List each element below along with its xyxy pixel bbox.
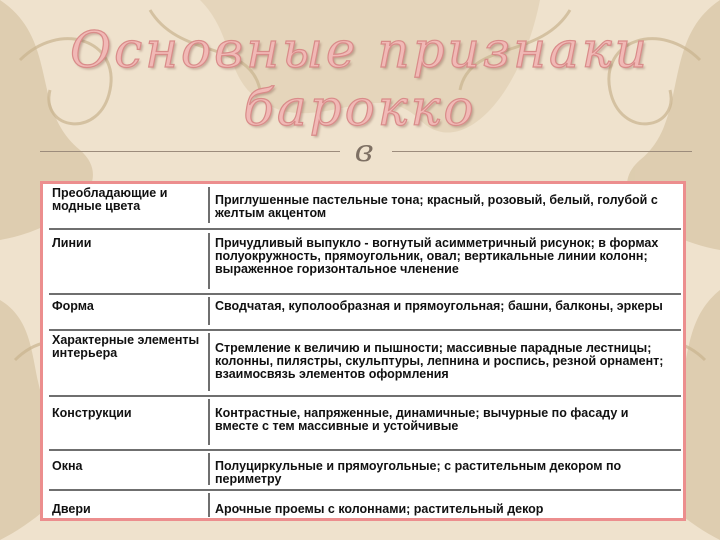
- ornament-glyph: ɞ: [354, 134, 374, 169]
- table-rule: [49, 228, 681, 230]
- divider-right: [392, 151, 692, 152]
- column-separator: [208, 333, 210, 391]
- row-text-form: Сводчатая, куполообразная и прямоугольная; башни, балконы, эркеры: [215, 299, 663, 313]
- row-label-doors: Двери: [52, 502, 91, 516]
- column-separator: [208, 399, 210, 445]
- column-separator: [208, 493, 210, 517]
- row-label-windows: Окна: [52, 459, 83, 473]
- row-text-windows: Полуциркульные и прямоугольные; с растительным декором по периметру: [215, 459, 622, 486]
- row-text-lines: Причудливый выпукло - вогнутый асимметричный рисунок; в формах полуокружность, прямоугольник, овал; вертикальные линии колонн; выраженное горизонтальное членение: [215, 236, 659, 276]
- column-separator: [208, 187, 210, 223]
- row-label-colors: Преобладающие и модные цвета: [52, 186, 168, 213]
- table-rule: [49, 329, 681, 331]
- column-separator: [208, 297, 210, 325]
- features-table: [40, 181, 686, 521]
- row-label-constructions: Конструкции: [52, 406, 132, 420]
- row-text-doors: Арочные проемы с колоннами; растительный декор: [215, 502, 544, 516]
- row-text-interior: Стремление к величию и пышности; массивные парадные лестницы; колонны, пилястры, скульптуры, лепнина и роспись, резной орнамент; взаимосвязь элементов оформления: [215, 341, 664, 381]
- table-rule: [49, 449, 681, 451]
- column-separator: [208, 453, 210, 485]
- column-separator: [208, 233, 210, 289]
- table-rule: [49, 395, 681, 397]
- slide-title-line1: Основные признаки: [70, 21, 650, 79]
- slide-title-line2: барокко: [243, 79, 477, 137]
- row-label-lines: Линии: [52, 236, 92, 250]
- table-rule: [49, 489, 681, 491]
- row-label-interior: Характерные элементы интерьера: [52, 333, 200, 360]
- row-text-colors: Приглушенные пастельные тона; красный, розовый, белый, голубой с желтым акцентом: [215, 193, 658, 220]
- divider-left: [40, 151, 340, 152]
- row-label-form: Форма: [52, 299, 94, 313]
- row-text-constructions: Контрастные, напряженные, динамичные; вычурные по фасаду и вместе с тем массивные и устойчивые: [215, 406, 629, 433]
- table-rule: [49, 293, 681, 295]
